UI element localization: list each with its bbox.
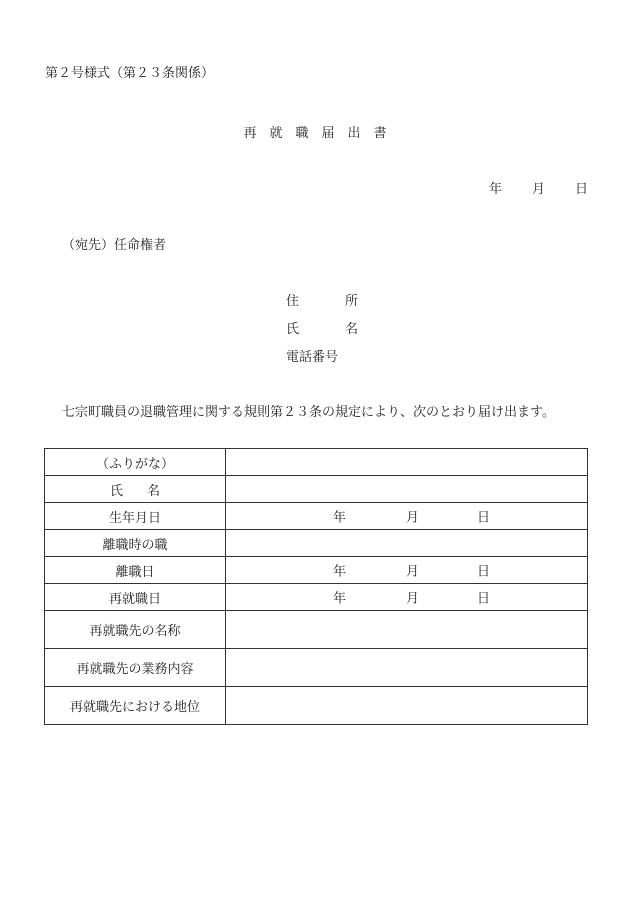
position-at-retirement-label: 離職時の職: [45, 530, 226, 557]
sender-phone-label: 電話番号: [286, 350, 339, 365]
table-row: [45, 449, 588, 476]
birth-date-field[interactable]: 年 月 日: [226, 503, 588, 530]
retirement-date-field[interactable]: 年 月 日: [226, 557, 588, 584]
name-label: 氏 名: [45, 476, 226, 503]
reemployment-date-label: 再就職日: [45, 584, 226, 611]
statement-text: 七宗町職員の退職管理に関する規則第２３条の規定により、次のとおり届け出ます。: [62, 405, 555, 420]
retirement-date-label: 離職日: [45, 557, 226, 584]
table-row: [45, 476, 588, 503]
reemployment-date-field[interactable]: 年 月 日: [226, 584, 588, 611]
table-row: [45, 584, 588, 611]
table-row: [45, 530, 588, 557]
date-year-label: 年: [489, 182, 503, 197]
date-month-label: 月: [532, 182, 546, 197]
table-row: [45, 649, 588, 687]
name-field[interactable]: [226, 476, 588, 503]
birth-date-label: 生年月日: [45, 503, 226, 530]
form-number: 第２号様式（第２３条関係）: [45, 66, 215, 81]
table-row: [45, 557, 588, 584]
table-row: [45, 687, 588, 725]
sender-address-label: 住 所: [286, 294, 358, 309]
reemployment-form-table: [44, 448, 588, 725]
sender-name-label: 氏 名: [286, 322, 358, 337]
business-content-field[interactable]: [226, 649, 588, 687]
table-row: [45, 503, 588, 530]
document-title: 再就職届出書: [243, 126, 400, 141]
business-content-label: 再就職先の業務内容: [45, 649, 226, 687]
table-row: [45, 611, 588, 649]
furigana-field[interactable]: [226, 449, 588, 476]
furigana-label: （ふりがな）: [45, 449, 226, 476]
position-at-retirement-field[interactable]: [226, 530, 588, 557]
employer-name-field[interactable]: [226, 611, 588, 649]
position-at-employer-label: 再就職先における地位: [45, 687, 226, 725]
position-at-employer-field[interactable]: [226, 687, 588, 725]
employer-name-label: 再就職先の名称: [45, 611, 226, 649]
date-day-label: 日: [575, 182, 589, 197]
addressee: （宛先）任命権者: [62, 238, 167, 253]
